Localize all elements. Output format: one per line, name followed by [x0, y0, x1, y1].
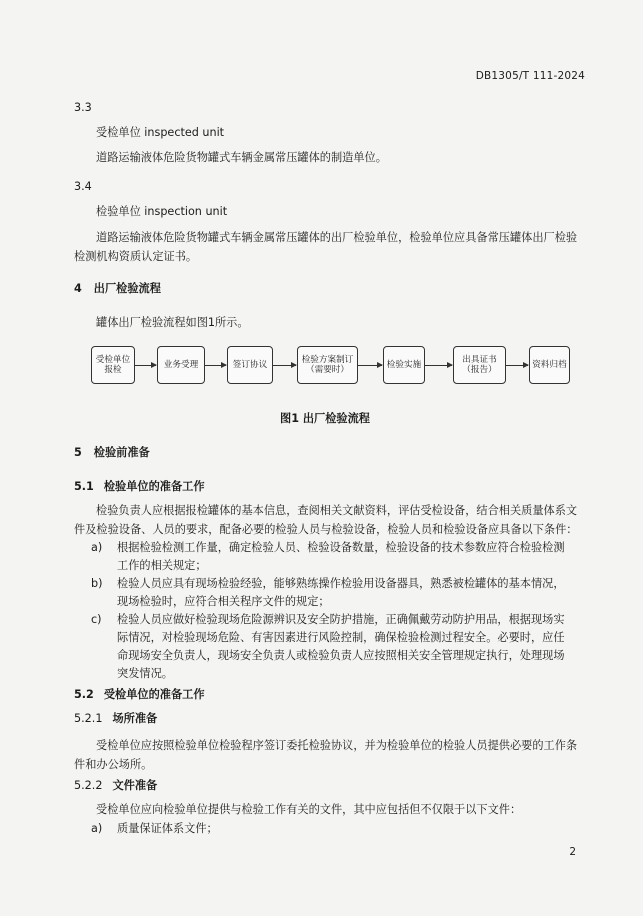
term-inspection-unit: 检验单位 inspection unit — [96, 205, 228, 218]
definition-inspected-unit: 道路运输液体危险货物罐式车辆金属常压罐体的制造单位。 — [96, 151, 387, 164]
list-marker-a: a) — [91, 541, 103, 554]
flow-step-implement: 检验实施 — [383, 346, 425, 384]
section-5-2-2-heading — [74, 779, 157, 793]
section-5-2-number: 5.2 — [74, 688, 94, 701]
definition-inspection-unit-line2: 检测机构资质认定证书。 — [74, 250, 198, 263]
section-4-heading — [74, 282, 161, 296]
definition-inspection-unit-line1: 道路运输液体危险货物罐式车辆金属常压罐体的出厂检验单位，检验单位应具备常压罐体出厂检验 — [96, 231, 578, 244]
section-5-1-heading — [74, 480, 205, 494]
flow-arrow — [425, 365, 452, 366]
section-5-1-para-line1: 检验负责人应根据报检罐体的基本信息，查阅相关文献资料，评估受检设备，结合相关质量体系文 — [96, 504, 578, 517]
section-5-2-1-line2: 件和办公场所。 — [74, 758, 153, 771]
list-item-b-line2: 现场检验时，应符合相关程序文件的规定； — [117, 595, 330, 608]
list-item-c-line1: 检验人员应做好检验现场危险源辨识及安全防护措施，正确佩戴劳动防护用品，根据现场实 — [117, 613, 565, 626]
flow-arrow — [273, 365, 296, 366]
flow-step-agreement: 签订协议 — [227, 346, 273, 384]
clause-number-3-4: 3.4 — [74, 180, 92, 193]
document-code: DB1305/T 111-2024 — [475, 70, 585, 82]
list-item-a-line1: 根据检验检测工作量，确定检验人员、检验设备数量，检验设备的技术参数应符合检验检测 — [117, 541, 565, 554]
section-5-2-1-heading — [74, 712, 157, 726]
section-5-2-2-line1: 受检单位应向检验单位提供与检验工作有关的文件，其中应包括但不仅限于以下文件： — [96, 803, 522, 816]
section-5-1-para-line2: 件及检验设备、人员的要求，配备必要的检验人员与检验设备，检验人员和检验设备应具备以下条件： — [74, 523, 578, 536]
section-5-2-2-title: 文件准备 — [112, 779, 158, 792]
flow-arrow — [205, 365, 226, 366]
section-4-title: 出厂检验流程 — [93, 282, 161, 295]
section-4-intro: 罐体出厂检验流程如图1所示。 — [96, 316, 249, 329]
flow-step-archive: 资料归档 — [529, 346, 570, 384]
list-marker-c: c) — [91, 613, 102, 626]
figure-caption: 图1 出厂检验流程 — [280, 412, 370, 425]
section-5-heading — [74, 446, 150, 460]
list-item-b-line1: 检验人员应具有现场检验经验，能够熟练操作检验用设备器具，熟悉被检罐体的基本情况， — [117, 577, 565, 590]
section-5-1-title: 检验单位的准备工作 — [103, 480, 205, 493]
flow-arrow — [135, 365, 156, 366]
flow-step-report: 受检单位报检 — [91, 346, 135, 384]
list-item-c-line4: 突发情况。 — [117, 667, 173, 680]
section-5-2-title: 受检单位的准备工作 — [103, 688, 205, 701]
section-4-number: 4 — [74, 282, 82, 295]
term-inspected-unit: 受检单位 inspected unit — [96, 126, 225, 139]
list-item-a-line2: 工作的相关规定； — [117, 559, 207, 572]
list-item-c-line3: 命现场安全负责人，现场安全负责人或检验负责人应按照相关安全管理规定执行，处理现场 — [117, 649, 565, 662]
section-5-2-1-title: 场所准备 — [112, 712, 158, 725]
section-5-1-number: 5.1 — [74, 480, 94, 493]
flow-step-accept: 业务受理 — [157, 346, 205, 384]
section-5-title: 检验前准备 — [93, 446, 150, 459]
flow-step-plan: 检验方案制订（需要时） — [297, 346, 358, 384]
section-5-2-2-number: 5.2.2 — [74, 779, 103, 792]
flow-step-certificate: 出具证书（报告） — [453, 346, 506, 384]
flow-arrow — [358, 365, 382, 366]
clause-number-3-3: 3.3 — [74, 101, 92, 114]
flow-arrow — [506, 365, 528, 366]
list-marker-b: b) — [91, 577, 103, 590]
section-5-number: 5 — [74, 446, 82, 459]
list-item-c-line2: 际情况，对检验现场危险、有害因素进行风险控制，确保检验检测过程安全。必要时，应任 — [117, 631, 565, 644]
list-item-quality-docs: 质量保证体系文件； — [117, 822, 218, 835]
page-number: 2 — [569, 846, 576, 858]
list-marker-a-docs: a) — [91, 822, 103, 835]
section-5-2-heading — [74, 688, 205, 702]
section-5-2-1-line1: 受检单位应按照检验单位检验程序签订委托检验协议，并为检验单位的检验人员提供必要的工作条 — [96, 739, 578, 752]
section-5-2-1-number: 5.2.1 — [74, 712, 103, 725]
